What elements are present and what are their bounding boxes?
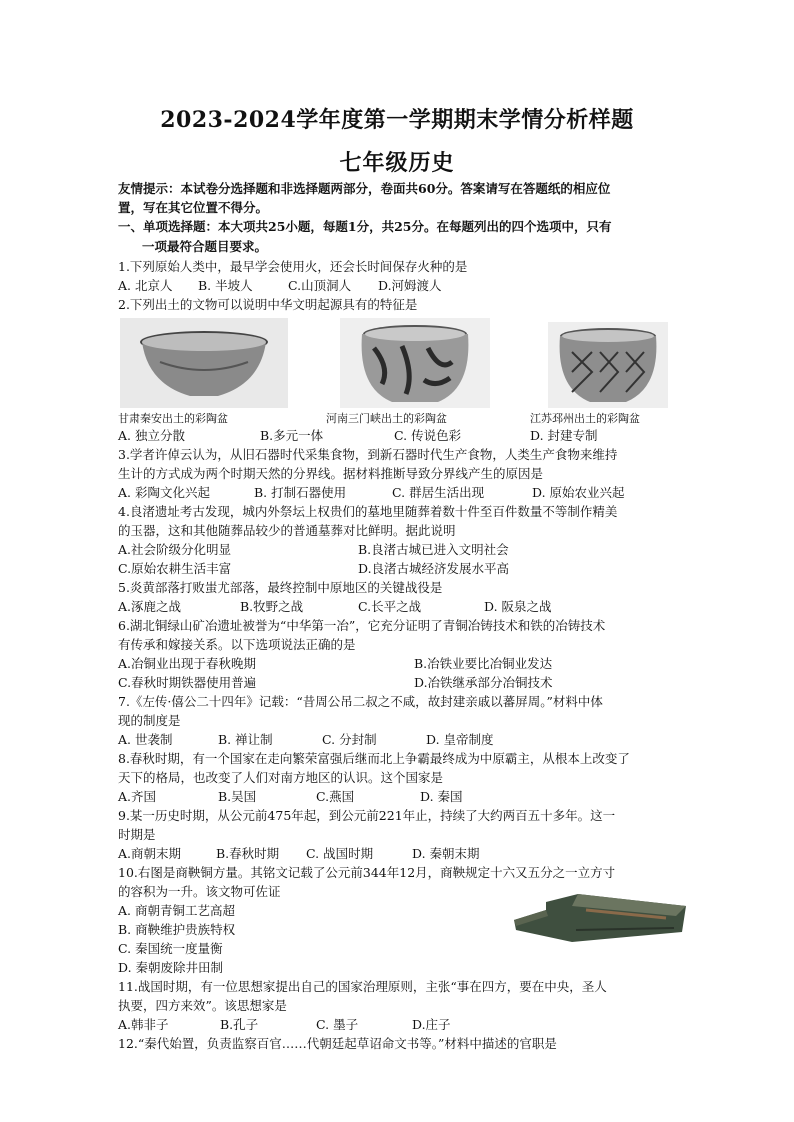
q6-option-d: D.冶铁继承部分冶铜技术 <box>414 675 553 690</box>
shang-yang-bronze-measure-image <box>506 880 694 944</box>
q2-stem: 2.下列出土的文物可以说明中华文明起源具有的特征是 <box>118 297 418 312</box>
q12-line-1: 12.“秦代始置，负责监察百官……代朝廷起草诏命文书等。”材料中描述的官职是 <box>118 1036 557 1051</box>
q6-line-1: 6.湖北铜绿山矿冶遗址被誉为“中华第一冶”，它充分证明了青铜冶铸技术和铁的冶铸技术 <box>118 618 606 633</box>
section-heading-line-1: 一、单项选择题：本大项共25小题，每题1分，共25分。在每题列出的四个选项中，只有 <box>118 219 612 234</box>
q11-option-b: B.孔子 <box>220 1017 259 1032</box>
q5-option-d: D. 阪泉之战 <box>484 599 552 614</box>
q7-option-d: D. 皇帝制度 <box>426 732 494 747</box>
q2-caption-2: 河南三门峡出土的彩陶盆 <box>326 412 447 425</box>
q1-option-b: B. 半坡人 <box>198 278 253 293</box>
notice-line-2: 置，写在其它位置不得分。 <box>118 200 269 215</box>
q3-line-1: 3.学者许倬云认为，从旧石器时代采集食物，到新石器时代生产食物，人类生产食物来维持 <box>118 447 618 462</box>
q3-option-c: C. 群居生活出现 <box>392 485 485 500</box>
q7-option-b: B. 禅让制 <box>218 732 273 747</box>
q5-stem: 5.炎黄部落打败蚩尤部落，最终控制中原地区的关键战役是 <box>118 580 443 595</box>
pottery-basin-image-1 <box>120 318 288 408</box>
q6-option-c: C.春秋时期铁器使用普遍 <box>118 675 257 690</box>
q6-option-a: A.冶铜业出现于春秋晚期 <box>118 656 257 671</box>
q8-option-d: D. 秦国 <box>420 789 463 804</box>
q10-option-c: C. 秦国统一度量衡 <box>118 941 223 956</box>
q6-option-b: B.冶铁业要比冶铜业发达 <box>414 656 553 671</box>
q2-option-c: C. 传说色彩 <box>394 428 462 443</box>
q8-option-a: A.齐国 <box>118 789 157 804</box>
q2-caption-3: 江苏邳州出土的彩陶盆 <box>530 412 640 425</box>
q5-option-c: C.长平之战 <box>358 599 422 614</box>
q3-option-d: D. 原始农业兴起 <box>532 485 625 500</box>
pottery-basin-image-2 <box>340 318 490 408</box>
pottery-basin-image-3 <box>548 322 668 408</box>
q1-option-c: C.山顶洞人 <box>288 278 352 293</box>
exam-subtitle: 七年级历史 <box>339 150 455 176</box>
q8-line-2: 天下的格局，也改变了人们对南方地区的认识。这个国家是 <box>118 770 444 785</box>
q11-option-c: C. 墨子 <box>316 1017 359 1032</box>
q4-option-c: C.原始农耕生活丰富 <box>118 561 232 576</box>
q4-option-d: D.良渚古城经济发展水平高 <box>358 561 510 576</box>
q9-line-1: 9.某一历史时期，从公元前475年起，到公元前221年止，持续了大约两百五十多年。这一 <box>118 808 616 823</box>
q4-line-1: 4.良渚遗址考古发现，城内外祭坛上权贵们的墓地里随葬着数十件至百件数量不等制作精美 <box>118 504 618 519</box>
q1-option-d: D.河姆渡人 <box>378 278 442 293</box>
q7-option-a: A. 世袭制 <box>118 732 173 747</box>
q4-option-a: A.社会阶级分化明显 <box>118 542 232 557</box>
q9-option-c: C. 战国时期 <box>306 846 374 861</box>
q7-line-1: 7.《左传·僖公二十四年》记载：“昔周公吊二叔之不咸，故封建亲戚以蕃屏周。”材料中体 <box>118 694 603 709</box>
q11-option-d: D.庄子 <box>412 1017 451 1032</box>
q8-line-1: 8.春秋时期，有一个国家在走向繁荣富强后继而北上争霸最终成为中原霸主，从根本上改变了 <box>118 751 630 766</box>
q6-line-2: 有传承和嫁接关系。以下选项说法正确的是 <box>118 637 356 652</box>
q3-option-a: A. 彩陶文化兴起 <box>118 485 210 500</box>
q11-line-2: 执要，四方来效”。该思想家是 <box>118 998 287 1013</box>
q11-option-a: A.韩非子 <box>118 1017 169 1032</box>
q7-option-c: C. 分封制 <box>322 732 377 747</box>
q9-option-a: A.商朝末期 <box>118 846 182 861</box>
q10-option-d: D. 秦朝废除井田制 <box>118 960 224 975</box>
q8-option-c: C.燕国 <box>316 789 355 804</box>
q9-line-2: 时期是 <box>118 827 156 842</box>
q1-stem: 1.下列原始人类中，最早学会使用火，还会长时间保存火种的是 <box>118 259 468 274</box>
q3-line-2: 生计的方式成为两个时期天然的分界线。据材料推断导致分界线产生的原因是 <box>118 466 544 481</box>
q2-option-a: A. 独立分散 <box>118 428 185 443</box>
section-heading-line-2: 一项最符合题目要求。 <box>142 239 268 254</box>
notice-line-1: 友情提示：本试卷分选择题和非选择题两部分，卷面共60分。答案请写在答题纸的相应位 <box>118 181 611 196</box>
q3-option-b: B. 打制石器使用 <box>254 485 347 500</box>
q10-option-a: A. 商朝青铜工艺高超 <box>118 903 235 918</box>
q1-option-a: A. 北京人 <box>118 278 173 293</box>
q11-line-1: 11.战国时期，有一位思想家提出自己的国家治理原则，主张“事在四方，要在中央，圣人 <box>118 979 607 994</box>
q4-option-b: B.良渚古城已进入文明社会 <box>358 542 509 557</box>
exam-title: 2023-2024学年度第一学期期末学情分析样题 <box>160 107 634 133</box>
q5-option-a: A.涿鹿之战 <box>118 599 182 614</box>
q2-option-b: B.多元一体 <box>260 428 324 443</box>
q10-line-2: 的容积为一升。该文物可佐证 <box>118 884 281 899</box>
q9-option-b: B.春秋时期 <box>216 846 280 861</box>
q10-line-1: 10.右图是商鞅铜方量。其铭文记载了公元前344年12月，商鞅规定十六又五分之一立方寸 <box>118 865 616 880</box>
q9-option-d: D. 秦朝末期 <box>412 846 480 861</box>
q4-line-2: 的玉器，这和其他随葬品较少的普通墓葬对比鲜明。据此说明 <box>118 523 456 538</box>
q8-option-b: B.吴国 <box>218 789 257 804</box>
q10-option-b: B. 商鞅维护贵族特权 <box>118 922 236 937</box>
q2-option-d: D. 封建专制 <box>530 428 598 443</box>
q5-option-b: B.牧野之战 <box>240 599 304 614</box>
q7-line-2: 现的制度是 <box>118 713 181 728</box>
q2-caption-1: 甘肃秦安出土的彩陶盆 <box>118 412 228 425</box>
